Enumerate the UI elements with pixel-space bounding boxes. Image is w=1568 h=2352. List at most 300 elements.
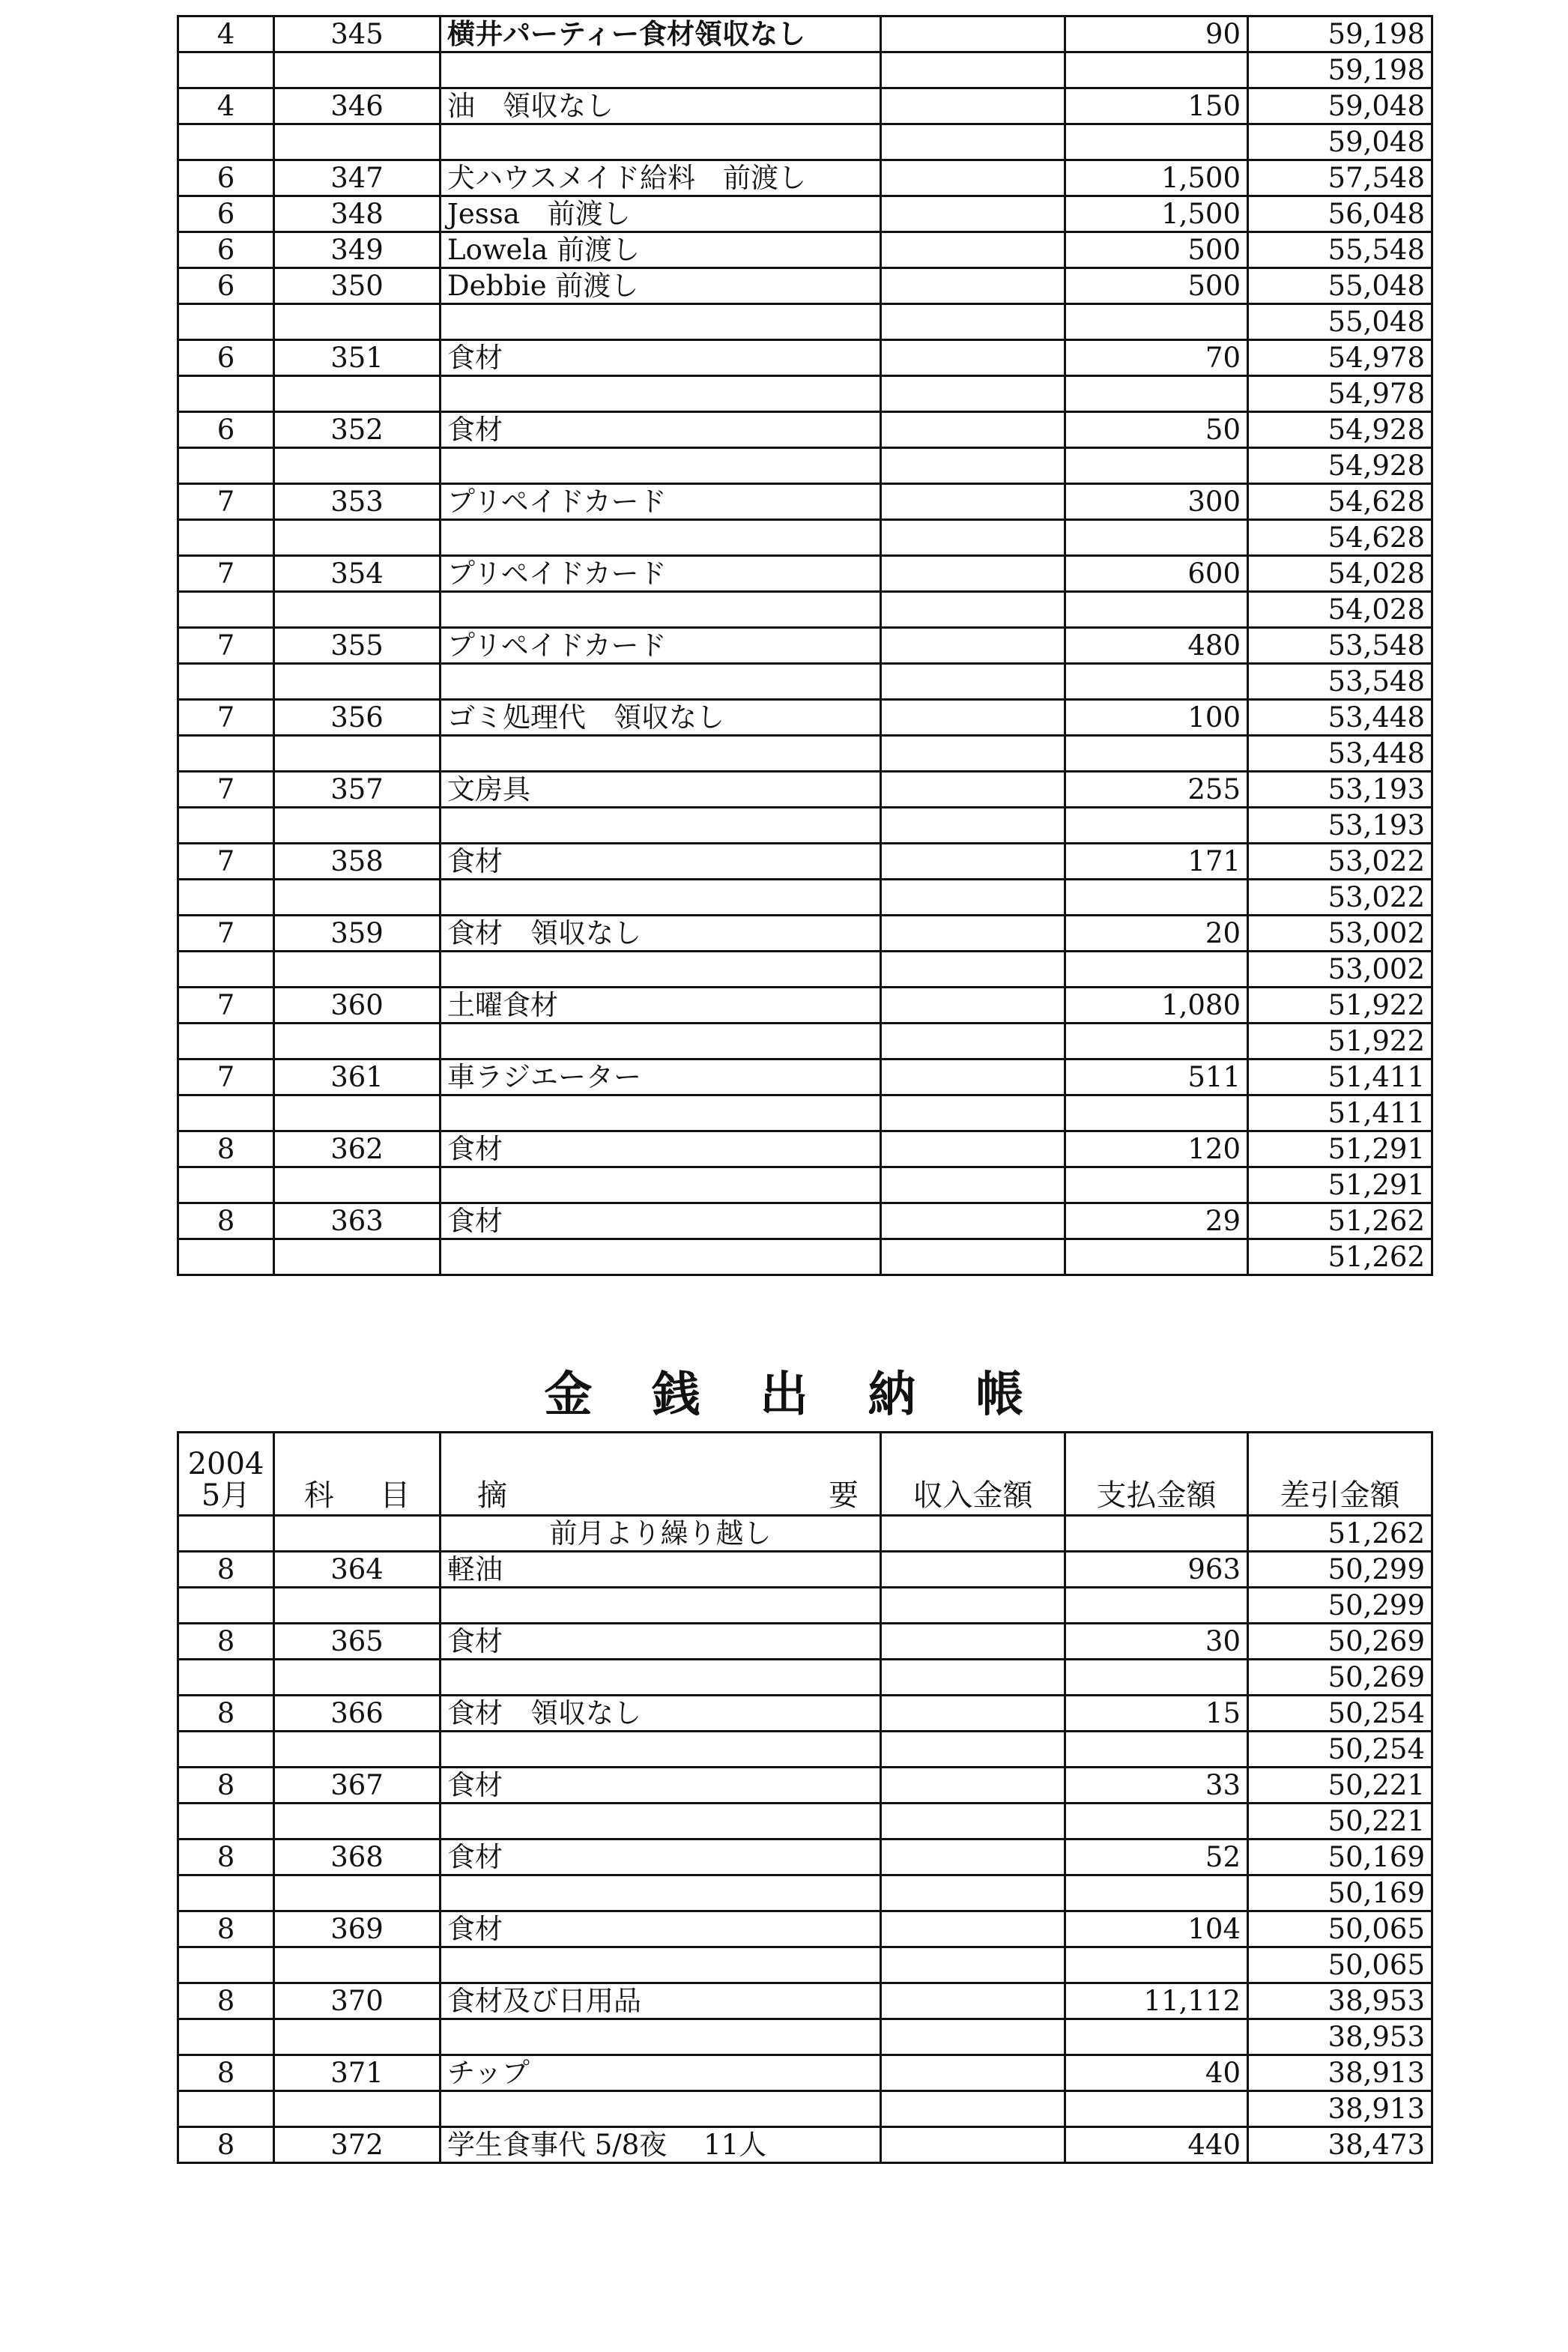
description-cell — [441, 1239, 881, 1275]
voucher-number-cell: 347 — [274, 160, 441, 196]
description-cell: 食材 — [441, 412, 881, 448]
balance-cell: 51,411 — [1248, 1095, 1432, 1131]
voucher-number-cell — [274, 2091, 441, 2127]
income-cell — [881, 1660, 1065, 1696]
day-cell: 8 — [178, 1696, 274, 1732]
description-cell: 食材 — [441, 1768, 881, 1804]
balance-cell: 50,065 — [1248, 1947, 1432, 1983]
table-row — [178, 160, 1432, 196]
expense-cell — [1065, 880, 1248, 916]
expense-cell — [1065, 1732, 1248, 1768]
balance-cell: 51,291 — [1248, 1131, 1432, 1167]
balance-cell: 50,254 — [1248, 1696, 1432, 1732]
description-cell: ゴミ処理代 領収なし — [441, 700, 881, 736]
expense-cell — [1065, 664, 1248, 700]
carry-expense — [1065, 1516, 1248, 1552]
day-cell: 6 — [178, 196, 274, 232]
carry-over-label: 前月より繰り越し — [441, 1516, 881, 1552]
voucher-number-cell: 368 — [274, 1839, 441, 1875]
balance-cell: 53,022 — [1248, 844, 1432, 880]
description-cell — [441, 1167, 881, 1203]
balance-cell: 51,922 — [1248, 988, 1432, 1024]
income-cell — [881, 160, 1065, 196]
expense-cell: 15 — [1065, 1696, 1248, 1732]
balance-cell: 54,028 — [1248, 592, 1432, 628]
voucher-number-cell: 346 — [274, 88, 441, 124]
description-cell: 食材 — [441, 844, 881, 880]
header-year: 2004 — [187, 1447, 264, 1481]
voucher-number-cell — [274, 880, 441, 916]
table-row — [178, 1768, 1432, 1804]
expense-cell: 29 — [1065, 1203, 1248, 1239]
voucher-number-cell — [274, 52, 441, 88]
day-cell — [178, 304, 274, 340]
description-cell: 文房具 — [441, 772, 881, 808]
ledger-top-body — [178, 16, 1432, 1275]
expense-cell — [1065, 1239, 1248, 1275]
income-cell — [881, 484, 1065, 520]
expense-cell — [1065, 124, 1248, 160]
expense-cell: 52 — [1065, 1839, 1248, 1875]
expense-cell: 120 — [1065, 1131, 1248, 1167]
ledger-table-bottom — [177, 1431, 1433, 2164]
header-balance: 差引金額 — [1248, 1433, 1432, 1516]
income-cell — [881, 268, 1065, 304]
header-month: 5月 — [201, 1478, 251, 1513]
voucher-number-cell: 353 — [274, 484, 441, 520]
table-row — [178, 556, 1432, 592]
day-cell: 8 — [178, 1552, 274, 1588]
income-cell — [881, 700, 1065, 736]
table-row — [178, 448, 1432, 484]
balance-cell: 54,928 — [1248, 412, 1432, 448]
header-expense: 支払金額 — [1065, 1433, 1248, 1516]
header-subject-a: 科 — [303, 1478, 334, 1513]
header-subject-b: 目 — [380, 1478, 411, 1513]
description-cell: Lowela 前渡し — [441, 232, 881, 268]
balance-cell: 56,048 — [1248, 196, 1432, 232]
income-cell — [881, 1552, 1065, 1588]
balance-cell: 55,048 — [1248, 268, 1432, 304]
expense-cell — [1065, 2019, 1248, 2055]
voucher-number-cell — [274, 1095, 441, 1131]
day-cell — [178, 1732, 274, 1768]
day-cell — [178, 376, 274, 412]
table-row — [178, 1024, 1432, 1059]
day-cell: 8 — [178, 1768, 274, 1804]
day-cell: 7 — [178, 916, 274, 952]
income-cell — [881, 952, 1065, 988]
description-cell — [441, 1660, 881, 1696]
voucher-number-cell: 357 — [274, 772, 441, 808]
income-cell — [881, 2091, 1065, 2127]
balance-cell: 51,262 — [1248, 1203, 1432, 1239]
table-row — [178, 232, 1432, 268]
income-cell — [881, 1024, 1065, 1059]
balance-cell: 54,028 — [1248, 556, 1432, 592]
voucher-number-cell: 351 — [274, 340, 441, 376]
balance-cell: 50,299 — [1248, 1552, 1432, 1588]
header-date-cell — [178, 1433, 274, 1516]
day-cell — [178, 592, 274, 628]
expense-cell — [1065, 52, 1248, 88]
income-cell — [881, 1203, 1065, 1239]
balance-cell: 50,254 — [1248, 1732, 1432, 1768]
ledger-bottom-body — [178, 1433, 1432, 2163]
voucher-number-cell — [274, 1804, 441, 1839]
expense-cell: 70 — [1065, 340, 1248, 376]
description-cell: Jessa 前渡し — [441, 196, 881, 232]
expense-cell — [1065, 304, 1248, 340]
table-row — [178, 1239, 1432, 1275]
description-cell — [441, 1024, 881, 1059]
income-cell — [881, 1732, 1065, 1768]
voucher-number-cell — [274, 1024, 441, 1059]
table-row — [178, 664, 1432, 700]
table-row — [178, 628, 1432, 664]
income-cell — [881, 592, 1065, 628]
table-row — [178, 88, 1432, 124]
income-cell — [881, 1131, 1065, 1167]
description-cell: 犬ハウスメイド給料 前渡し — [441, 160, 881, 196]
balance-cell: 38,913 — [1248, 2091, 1432, 2127]
table-row — [178, 1059, 1432, 1095]
description-cell: 食材 — [441, 1624, 881, 1660]
voucher-number-cell — [274, 520, 441, 556]
description-cell — [441, 52, 881, 88]
income-cell — [881, 880, 1065, 916]
table-row — [178, 808, 1432, 844]
income-cell — [881, 1875, 1065, 1911]
table-row — [178, 1875, 1432, 1911]
balance-cell: 38,913 — [1248, 2055, 1432, 2091]
expense-cell: 171 — [1065, 844, 1248, 880]
day-cell: 4 — [178, 88, 274, 124]
expense-cell: 300 — [1065, 484, 1248, 520]
description-cell — [441, 376, 881, 412]
balance-cell: 50,169 — [1248, 1875, 1432, 1911]
description-cell — [441, 664, 881, 700]
income-cell — [881, 2055, 1065, 2091]
day-cell: 7 — [178, 844, 274, 880]
voucher-number-cell: 361 — [274, 1059, 441, 1095]
day-cell — [178, 880, 274, 916]
income-cell — [881, 664, 1065, 700]
description-cell — [441, 736, 881, 772]
voucher-number-cell: 348 — [274, 196, 441, 232]
day-cell: 8 — [178, 1839, 274, 1875]
day-cell — [178, 448, 274, 484]
income-cell — [881, 448, 1065, 484]
voucher-number-cell: 370 — [274, 1983, 441, 2019]
income-cell — [881, 628, 1065, 664]
income-cell — [881, 16, 1065, 52]
income-cell — [881, 2127, 1065, 2163]
expense-cell — [1065, 592, 1248, 628]
description-cell — [441, 1588, 881, 1624]
income-cell — [881, 1239, 1065, 1275]
balance-cell: 53,193 — [1248, 808, 1432, 844]
description-cell: 油 領収なし — [441, 88, 881, 124]
expense-cell — [1065, 448, 1248, 484]
expense-cell — [1065, 808, 1248, 844]
description-cell: 学生食事代 5/8夜 11人 — [441, 2127, 881, 2163]
description-cell — [441, 2019, 881, 2055]
description-cell: 食材 — [441, 1131, 881, 1167]
voucher-number-cell: 358 — [274, 844, 441, 880]
description-cell: 食材 — [441, 1203, 881, 1239]
table-row — [178, 916, 1432, 952]
day-cell — [178, 1588, 274, 1624]
expense-cell: 20 — [1065, 916, 1248, 952]
table-row — [178, 1732, 1432, 1768]
expense-cell: 500 — [1065, 268, 1248, 304]
day-cell — [178, 1875, 274, 1911]
table-row — [178, 124, 1432, 160]
voucher-number-cell — [274, 1167, 441, 1203]
day-cell — [178, 1024, 274, 1059]
expense-cell — [1065, 1095, 1248, 1131]
expense-cell — [1065, 1875, 1248, 1911]
description-cell — [441, 1095, 881, 1131]
balance-cell: 57,548 — [1248, 160, 1432, 196]
expense-cell: 40 — [1065, 2055, 1248, 2091]
balance-cell: 53,448 — [1248, 736, 1432, 772]
expense-cell: 1,500 — [1065, 196, 1248, 232]
expense-cell — [1065, 1660, 1248, 1696]
table-row — [178, 1167, 1432, 1203]
expense-cell: 1,080 — [1065, 988, 1248, 1024]
voucher-number-cell — [274, 1875, 441, 1911]
table-row — [178, 988, 1432, 1024]
voucher-number-cell — [274, 376, 441, 412]
description-cell: 食材 領収なし — [441, 916, 881, 952]
description-cell: 食材 — [441, 340, 881, 376]
expense-cell — [1065, 1804, 1248, 1839]
balance-cell: 59,198 — [1248, 16, 1432, 52]
income-cell — [881, 988, 1065, 1024]
balance-cell: 50,269 — [1248, 1624, 1432, 1660]
income-cell — [881, 1768, 1065, 1804]
day-cell: 4 — [178, 16, 274, 52]
day-cell — [178, 52, 274, 88]
table-row — [178, 484, 1432, 520]
description-cell: Debbie 前渡し — [441, 268, 881, 304]
table-row — [178, 520, 1432, 556]
day-cell — [178, 1660, 274, 1696]
voucher-number-cell: 369 — [274, 1911, 441, 1947]
day-cell: 7 — [178, 484, 274, 520]
balance-cell: 38,473 — [1248, 2127, 1432, 2163]
balance-cell: 51,262 — [1248, 1239, 1432, 1275]
balance-cell: 50,221 — [1248, 1768, 1432, 1804]
day-cell: 6 — [178, 412, 274, 448]
voucher-number-cell: 371 — [274, 2055, 441, 2091]
carry-no — [274, 1516, 441, 1552]
description-cell — [441, 1947, 881, 1983]
table-row — [178, 1203, 1432, 1239]
day-cell: 8 — [178, 1131, 274, 1167]
income-cell — [881, 1624, 1065, 1660]
table-row — [178, 1131, 1432, 1167]
table-row — [178, 1660, 1432, 1696]
voucher-number-cell: 362 — [274, 1131, 441, 1167]
table-row — [178, 1624, 1432, 1660]
table-row — [178, 2091, 1432, 2127]
voucher-number-cell — [274, 1732, 441, 1768]
voucher-number-cell: 345 — [274, 16, 441, 52]
expense-cell — [1065, 952, 1248, 988]
voucher-number-cell: 359 — [274, 916, 441, 952]
header-income: 収入金額 — [881, 1433, 1065, 1516]
voucher-number-cell: 367 — [274, 1768, 441, 1804]
table-row — [178, 1839, 1432, 1875]
day-cell — [178, 1239, 274, 1275]
income-cell — [881, 196, 1065, 232]
voucher-number-cell: 366 — [274, 1696, 441, 1732]
table-row — [178, 376, 1432, 412]
balance-cell: 53,022 — [1248, 880, 1432, 916]
table-row — [178, 268, 1432, 304]
table-row — [178, 700, 1432, 736]
income-cell — [881, 340, 1065, 376]
balance-cell: 54,628 — [1248, 520, 1432, 556]
table-row — [178, 16, 1432, 52]
table-row — [178, 2055, 1432, 2091]
day-cell: 7 — [178, 772, 274, 808]
expense-cell: 1,500 — [1065, 160, 1248, 196]
income-cell — [881, 772, 1065, 808]
day-cell — [178, 2091, 274, 2127]
expense-cell: 511 — [1065, 1059, 1248, 1095]
income-cell — [881, 376, 1065, 412]
income-cell — [881, 88, 1065, 124]
description-cell — [441, 1875, 881, 1911]
carry-income — [881, 1516, 1065, 1552]
day-cell — [178, 808, 274, 844]
income-cell — [881, 1095, 1065, 1131]
income-cell — [881, 232, 1065, 268]
day-cell: 7 — [178, 628, 274, 664]
income-cell — [881, 1983, 1065, 2019]
balance-cell: 38,953 — [1248, 2019, 1432, 2055]
header-desc-b: 要 — [829, 1478, 859, 1513]
description-cell: 車ラジエーター — [441, 1059, 881, 1095]
expense-cell: 480 — [1065, 628, 1248, 664]
voucher-number-cell — [274, 1239, 441, 1275]
income-cell — [881, 1947, 1065, 1983]
table-row — [178, 1911, 1432, 1947]
income-cell — [881, 1911, 1065, 1947]
table-row — [178, 1804, 1432, 1839]
income-cell — [881, 52, 1065, 88]
description-cell — [441, 124, 881, 160]
description-cell: プリペイドカード — [441, 484, 881, 520]
description-cell — [441, 2091, 881, 2127]
header-row — [178, 1433, 1432, 1516]
day-cell — [178, 1804, 274, 1839]
voucher-number-cell: 356 — [274, 700, 441, 736]
table-row — [178, 772, 1432, 808]
table-row — [178, 304, 1432, 340]
voucher-number-cell — [274, 2019, 441, 2055]
day-cell — [178, 1167, 274, 1203]
voucher-number-cell: 365 — [274, 1624, 441, 1660]
balance-cell: 55,048 — [1248, 304, 1432, 340]
description-cell: 土曜食材 — [441, 988, 881, 1024]
day-cell: 6 — [178, 160, 274, 196]
expense-cell — [1065, 1947, 1248, 1983]
day-cell — [178, 1947, 274, 1983]
balance-cell: 50,169 — [1248, 1839, 1432, 1875]
income-cell — [881, 304, 1065, 340]
day-cell: 7 — [178, 988, 274, 1024]
table-row — [178, 736, 1432, 772]
table-row — [178, 340, 1432, 376]
header-subject-cell — [274, 1433, 441, 1516]
voucher-number-cell: 354 — [274, 556, 441, 592]
expense-cell — [1065, 1167, 1248, 1203]
income-cell — [881, 2019, 1065, 2055]
table-row — [178, 1696, 1432, 1732]
description-cell: 横井パーティー食材領収なし — [441, 16, 881, 52]
description-cell — [441, 1732, 881, 1768]
table-row — [178, 1947, 1432, 1983]
description-cell: 食材 — [441, 1839, 881, 1875]
balance-cell: 50,299 — [1248, 1588, 1432, 1624]
voucher-number-cell — [274, 1660, 441, 1696]
income-cell — [881, 412, 1065, 448]
day-cell: 7 — [178, 700, 274, 736]
day-cell — [178, 664, 274, 700]
table-row — [178, 952, 1432, 988]
description-cell — [441, 1804, 881, 1839]
balance-cell: 50,065 — [1248, 1911, 1432, 1947]
balance-cell: 53,548 — [1248, 664, 1432, 700]
balance-cell: 50,221 — [1248, 1804, 1432, 1839]
description-cell — [441, 592, 881, 628]
income-cell — [881, 1059, 1065, 1095]
table-row — [178, 196, 1432, 232]
day-cell: 8 — [178, 1624, 274, 1660]
day-cell — [178, 736, 274, 772]
balance-cell: 54,978 — [1248, 376, 1432, 412]
balance-cell: 59,048 — [1248, 124, 1432, 160]
expense-cell — [1065, 376, 1248, 412]
day-cell — [178, 520, 274, 556]
day-cell: 6 — [178, 268, 274, 304]
description-cell — [441, 304, 881, 340]
day-cell: 8 — [178, 1983, 274, 2019]
expense-cell: 255 — [1065, 772, 1248, 808]
day-cell — [178, 952, 274, 988]
day-cell: 8 — [178, 2055, 274, 2091]
description-cell: チップ — [441, 2055, 881, 2091]
expense-cell: 500 — [1065, 232, 1248, 268]
balance-cell: 53,548 — [1248, 628, 1432, 664]
voucher-number-cell — [274, 664, 441, 700]
balance-cell: 53,448 — [1248, 700, 1432, 736]
voucher-number-cell: 352 — [274, 412, 441, 448]
description-cell: プリペイドカード — [441, 556, 881, 592]
balance-cell: 59,048 — [1248, 88, 1432, 124]
expense-cell: 100 — [1065, 700, 1248, 736]
voucher-number-cell: 363 — [274, 1203, 441, 1239]
balance-cell: 53,002 — [1248, 952, 1432, 988]
expense-cell: 90 — [1065, 16, 1248, 52]
balance-cell: 50,269 — [1248, 1660, 1432, 1696]
page-title: 金銭出納帳 — [544, 1367, 1084, 1423]
